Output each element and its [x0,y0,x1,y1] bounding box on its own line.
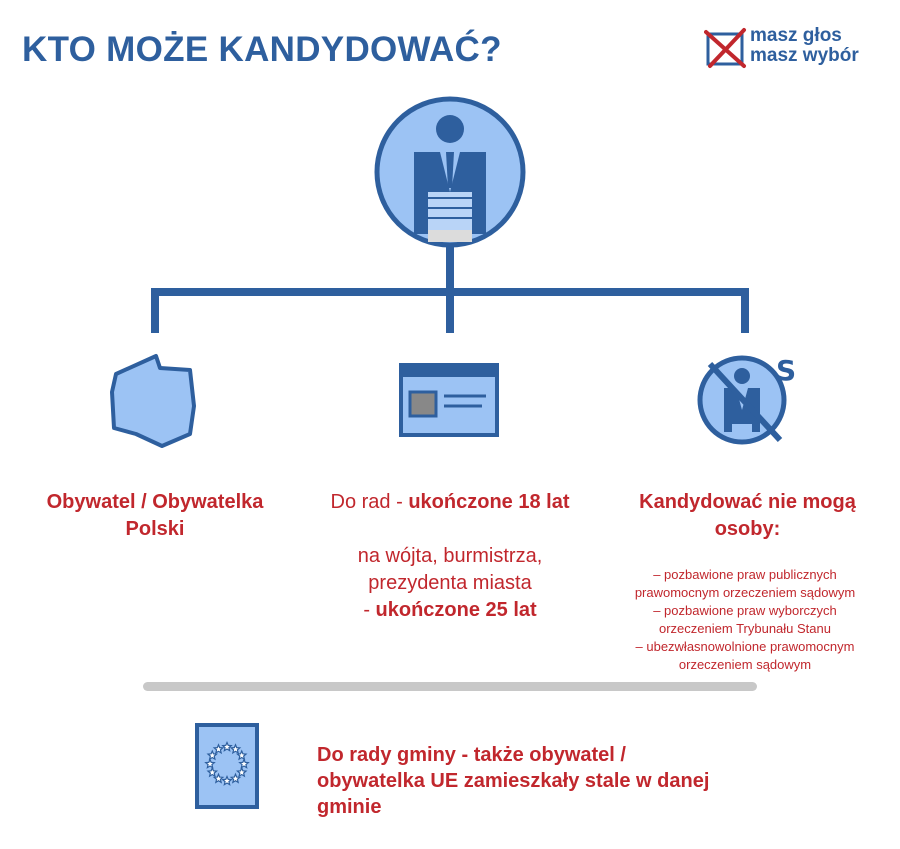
excluded-item: – pozbawione praw wyborczych [653,603,837,618]
crossed-out-person-icon [696,350,796,446]
svg-text:S: S [776,354,796,387]
excluded-item: – pozbawione praw publicznych [653,567,837,582]
id-card-icon [398,362,502,440]
excluded-list [600,566,890,674]
logo [704,26,884,72]
excluded-title: Kandydować nie mogą osoby: [639,491,856,540]
eu-citizen-note: Do rady gminy - także obywatel / obywatelka UE zamieszkały stale w danej gminie [317,744,710,818]
eu-passport-icon [194,722,262,814]
mayor-prefix: - [363,599,376,621]
excluded-item: – ubezwłasnowolnione prawomocnym [635,639,855,654]
candidate-person-icon [377,99,523,245]
mayor-line-2: prezydenta miasta [368,572,532,594]
excluded-item: orzeczeniem Trybunału Stanu [659,621,831,636]
excluded-item: prawomocnym orzeczeniem sądowym [634,585,856,600]
mayor-line-1: na wójta, burmistrza, [357,545,543,567]
logo-line-1: masz głos [750,25,842,46]
mayor-age-requirement [300,543,600,624]
candidate-tree [0,80,900,340]
mayor-age: ukończone 25 lat [375,599,537,621]
council-age-requirement [300,489,600,516]
citizen-label: Obywatel / Obywatelka Polski [46,491,264,540]
page-title: KTO MOŻE KANDYDOWAĆ? [22,30,502,69]
divider [143,682,757,691]
logo-line-2: masz wybór [750,45,859,66]
council-age: ukończone 18 lat [408,491,570,513]
ballot-check-icon [704,26,748,70]
branch-lines [155,245,745,333]
council-prefix: Do rad - [330,491,409,513]
excluded-item: orzeczeniem sądowym [678,657,812,672]
poland-map-icon [108,352,200,450]
